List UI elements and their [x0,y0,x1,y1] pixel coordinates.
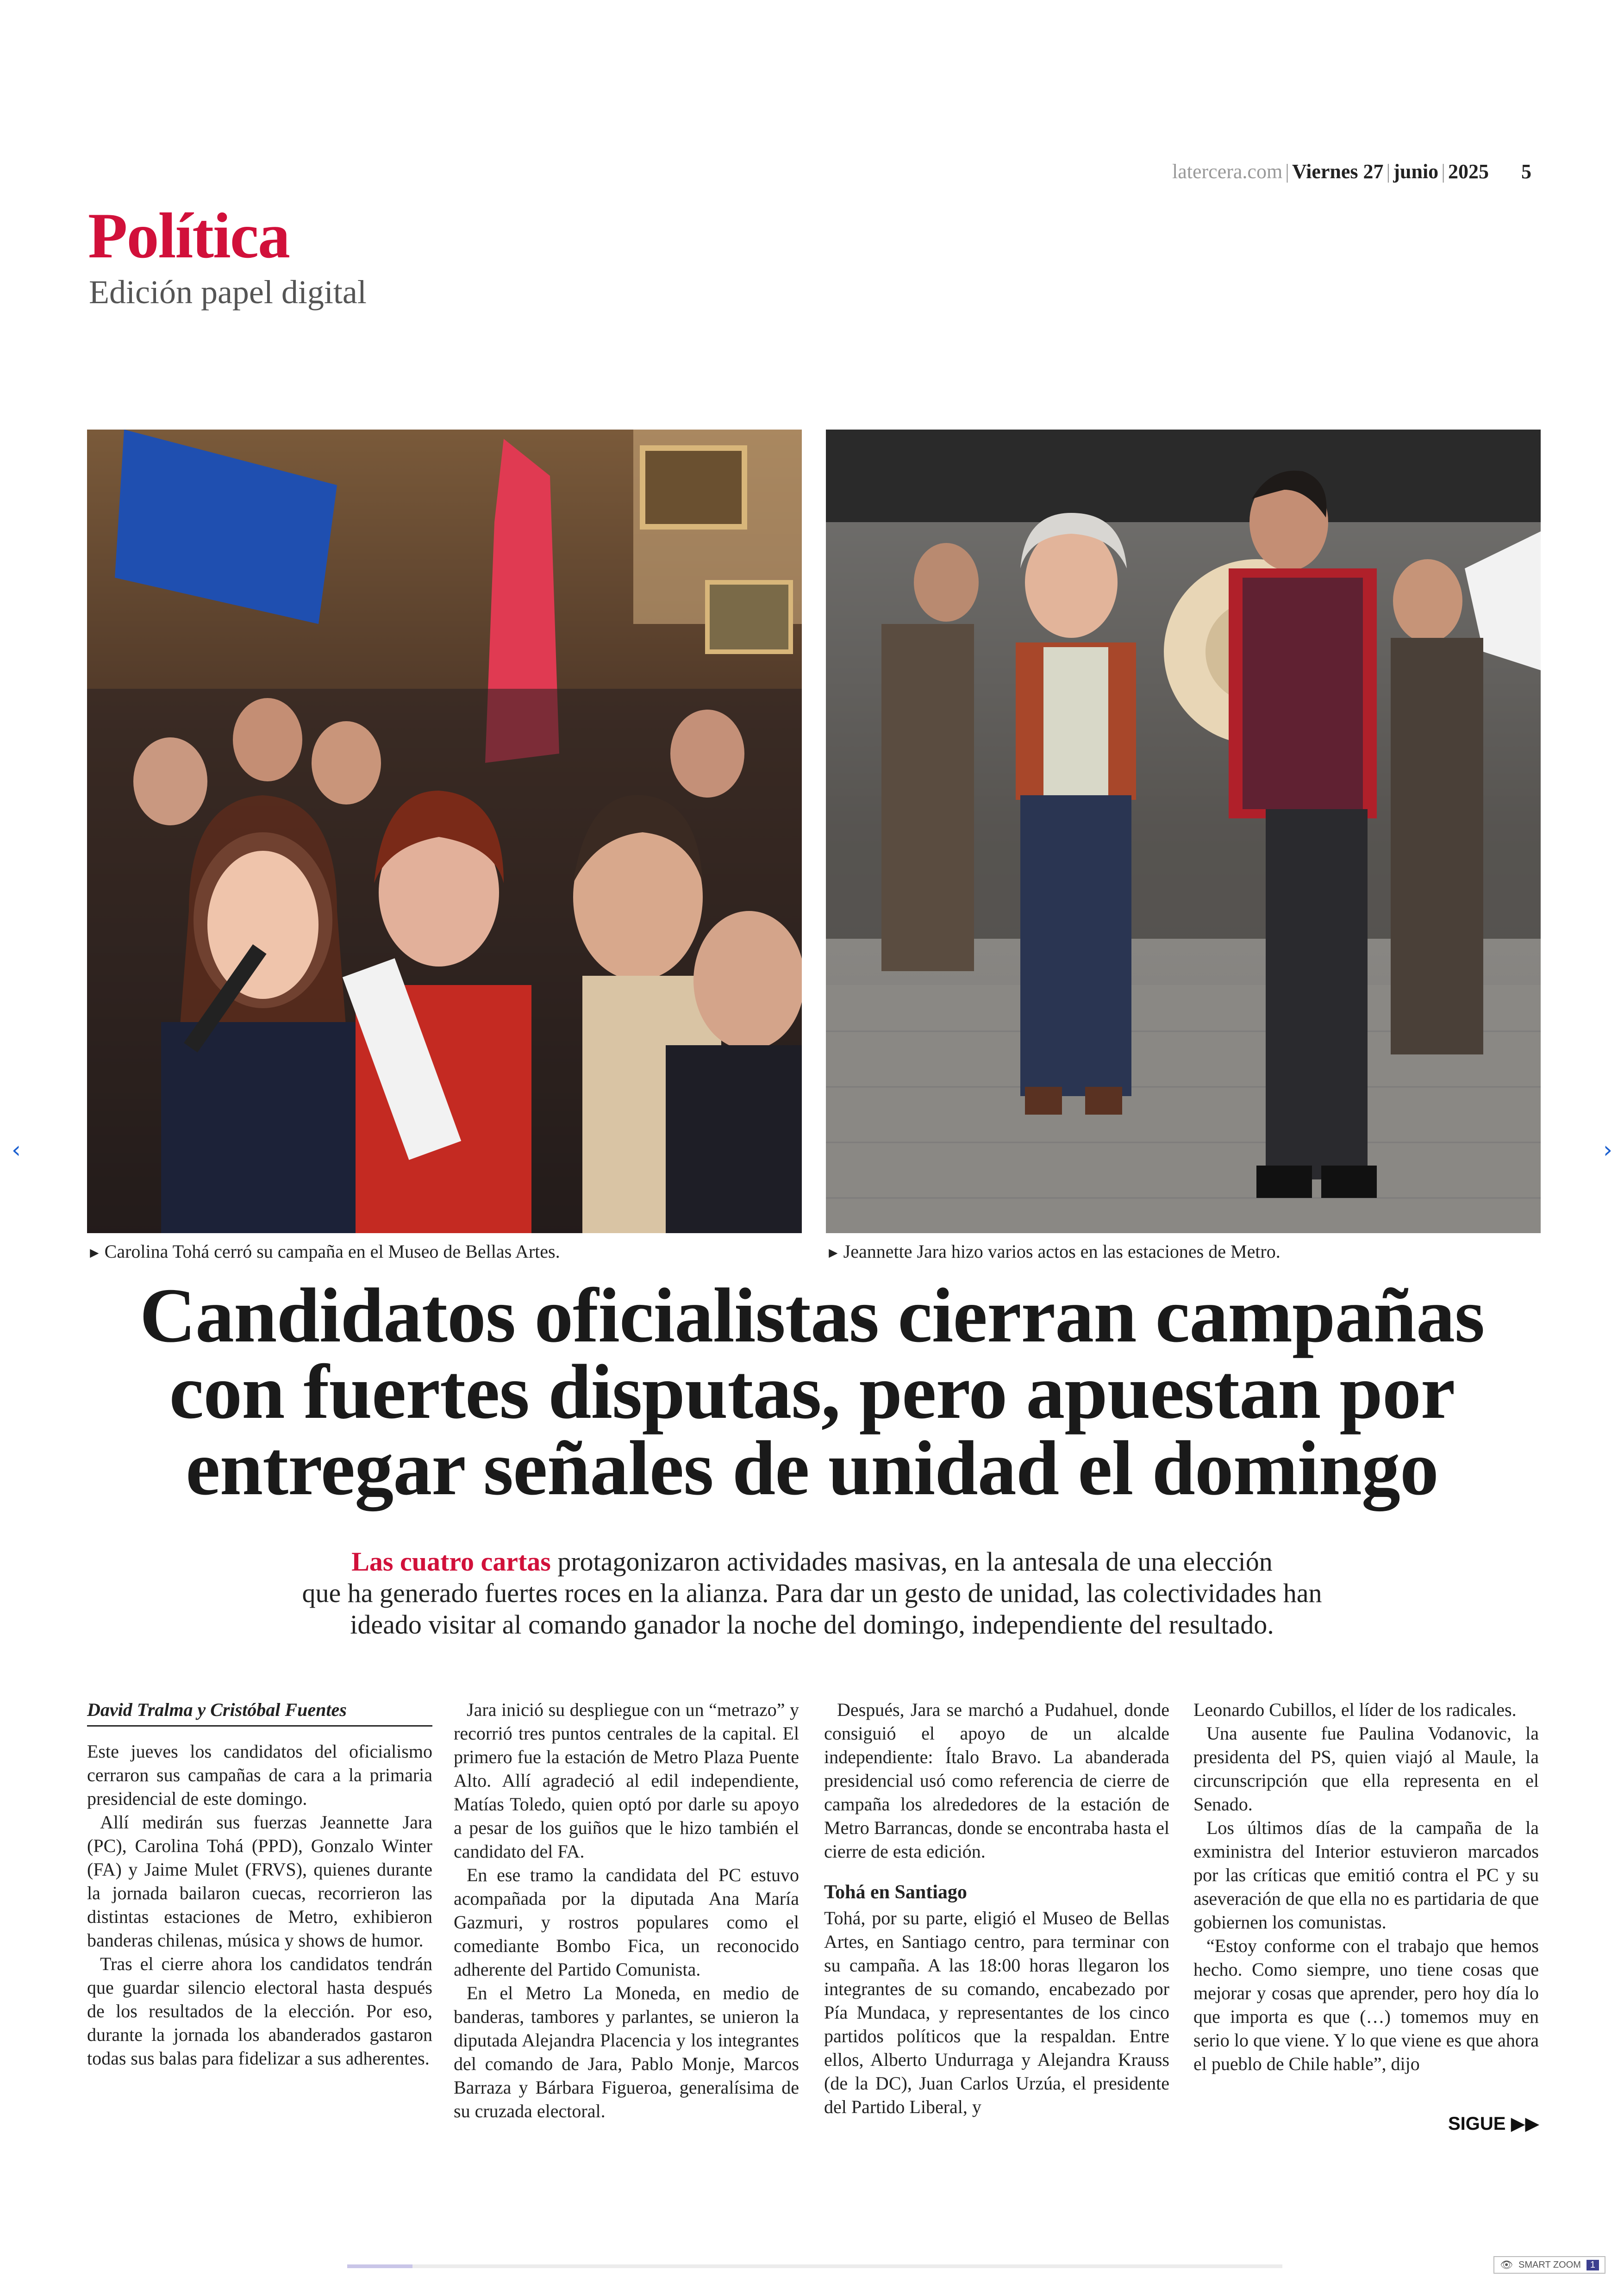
dek-lead: Las cuatro cartas [351,1547,551,1577]
article-column-3 [824,1698,1169,2119]
photo-toha-caption: ► Carolina Tohá cerró su campaña en el Museo de Bellas Artes. [87,1241,560,1262]
paragraph: “Estoy conforme con el trabajo que hemos hecho. Como siempre, uno tiene cosas que mejorar y cosas que aprender, pero hoy día lo que importa es que (…) tomemos muy en serio lo que viene. Y lo que viene es que ahora el pueblo de Chile hable”, dijo [1193,1935,1539,2074]
continue-label: SIGUE ▶▶ [1448,2114,1540,2134]
caption-arrow-icon: ► [87,1244,102,1261]
chevron-left-icon: ‹ [12,1136,21,1163]
paragraph: En ese tramo la candidata del PC estuvo acompañada por la diputada Ana María Gazmuri, y rostros populares como el comediante Bombo Fica, un reconocido adherente del Partido Comunista. [454,1865,799,1980]
chevron-right-icon: › [1603,1136,1612,1163]
subhead: Tohá en Santiago [824,1882,967,1903]
article-headline: Candidatos oficialistas cierran campañas con fuertes disputas, pero apuestan por entregar señales de unidad el domingo [139,1272,1485,1511]
paragraph: Después, Jara se marchó a Pudahuel, donde consiguió el apoyo de un alcalde independiente: Ítalo Bravo. La abanderada presidencial usó como referencia de cierre de campaña los alrededores de la estación de Metro Barrancas, donde se encontraba hasta el cierre de esta edición. [824,1699,1169,1862]
page-badge: 1 [1587,2260,1599,2270]
smart-zoom-label: SMART ZOOM [1518,2259,1581,2270]
prev-page-button[interactable] [5,1136,28,1169]
paragraph: Una ausente fue Paulina Vodanovic, la presidenta del PS, quien viajó al Maule, la circunscripción que ella representa en el Senado. [1193,1723,1539,1815]
section-subtitle: Edición papel digital [89,274,367,311]
paragraph: Tras el cierre ahora los candidatos tendrán que guardar silencio electoral hasta después de los resultados de la elección. Por eso, durante la jornada los abanderados gastaron todas sus balas para fidelizar a sus adherentes. [87,1953,432,2069]
page-header: latercera.com | Viernes 27 | junio | 2025 5 [1172,160,1531,183]
section-title: Política [88,200,289,272]
paragraph: Este jueves los candidatos del oficialismo cerraron sus campañas de cara a la primaria presidencial de este domingo. [87,1741,432,1809]
photo-toha-image [87,430,802,1233]
article-column-1 [87,1698,432,2070]
photo-jara [826,430,1541,1233]
header-month: junio [1393,160,1439,183]
article-dek: Las cuatro cartas protagonizaron actividades masivas, en la antesala de una elección que ha generado fuertes roces en la alianza. Para dar un gesto de unidad, las colectividades han ideado visitar al comando ganador la noche del domingo, independiente del resultado. [302,1547,1322,1640]
paragraph: Allí medirán sus fuerzas Jeannette Jara (PC), Carolina Tohá (PPD), Gonzalo Winter (FA) y Jaime Mulet (FRVS), quienes durante la jornada bailaron cuecas, recorrieron las distintas estaciones de Metro, exhibieron banderas chilenas, música y shows de humor. [87,1812,432,1951]
paragraph: Tohá, por su parte, eligió el Museo de Bellas Artes, en Santiago centro, para terminar con su campaña. A las 18:00 horas llegaron los integrantes de su comando, encabezado por Pía Mundaca, y representantes de los cinco partidos políticos que la respaldan. Entre ellos, Alberto Undurraga y Alejandra Krauss (de la DC), Juan Carlos Urzúa, el presidente del Partido Liberal, y [824,1908,1169,2117]
article-column-4 [1193,1698,1539,2076]
eye-icon: 👁 [1500,2259,1513,2270]
caption-arrow-icon: ► [826,1244,841,1261]
byline: David Tralma y Cristóbal Fuentes [87,1698,432,1727]
reading-progress-fill [347,2264,412,2268]
page-number: 5 [1521,160,1531,183]
header-day: Viernes 27 [1292,160,1384,183]
header-year: 2025 [1448,160,1489,183]
smart-zoom-button[interactable] [1493,2256,1605,2274]
photo-jara-caption: ► Jeannette Jara hizo varios actos en las estaciones de Metro. [826,1241,1280,1262]
next-page-button[interactable] [1596,1136,1619,1169]
reading-progress-bar[interactable] [347,2264,1282,2268]
paragraph: En el Metro La Moneda, en medio de banderas, tambores y parlantes, se unieron la diputada Alejandra Placencia y los integrantes del comando de Jara, Pablo Monje, Marcos Barraza y Bárbara Figueroa, generalísima de su cruzada electoral. [454,1983,799,2121]
site-name: latercera.com [1172,160,1283,183]
photo-jara-image [826,430,1541,1233]
article-column-2 [454,1698,799,2123]
paragraph: Jara inició su despliegue con un “metrazo” y recorrió tres puntos centrales de la capital. El primero fue la estación de Metro Plaza Puente Alto. Allí agradeció al edil independiente, Matías Toledo, quien optó por darle su apoyo a pesar de los guiños que le hizo también el candidato del FA. [454,1699,799,1862]
photo-toha [87,430,802,1233]
paragraph: Los últimos días de la campaña de la exministra del Interior estuvieron marcados por las críticas que emitió contra el PC y su aseveración de que ella no es partidaria de que gobiernen los comunistas. [1193,1817,1539,1933]
paragraph: Leonardo Cubillos, el líder de los radicales. [1193,1699,1517,1720]
